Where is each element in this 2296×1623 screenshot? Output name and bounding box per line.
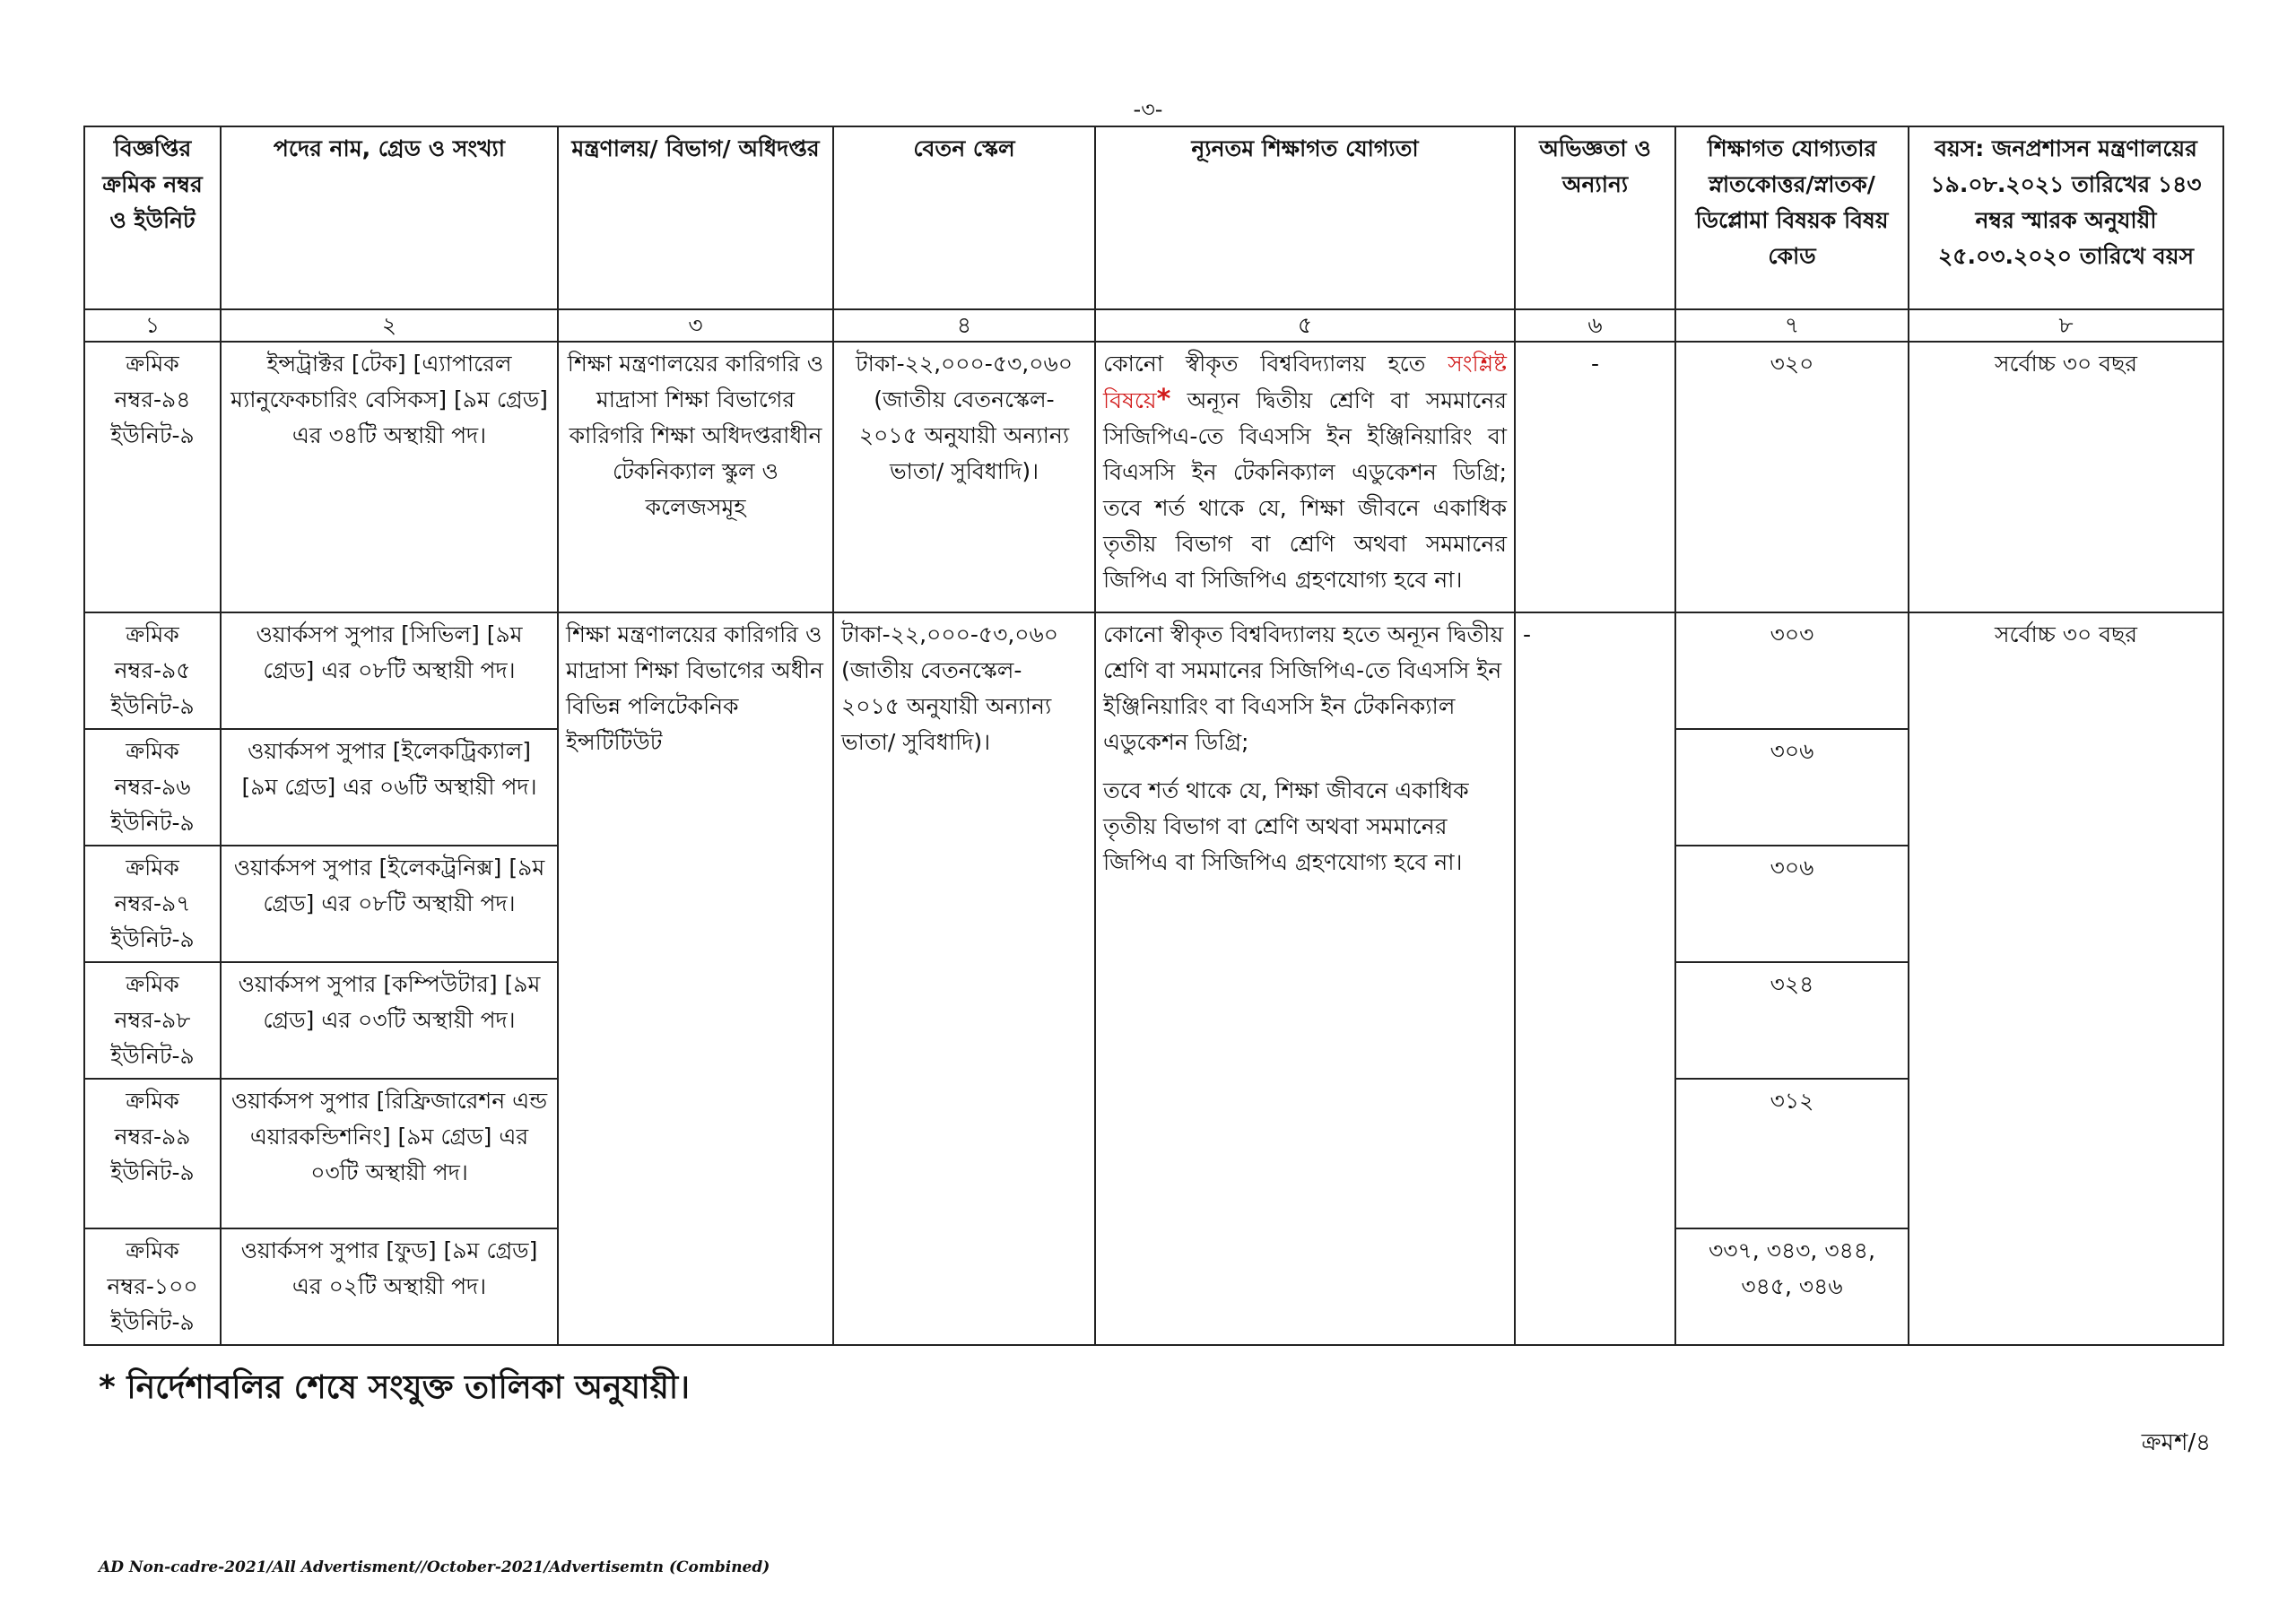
serial-cell: ক্রমিক নম্বর-৯৯ ইউনিট-৯ [84, 1079, 221, 1228]
table-row [84, 612, 2223, 729]
ministry-cell: শিক্ষা মন্ত্রণালয়ের কারিগরি ও মাদ্রাসা শিক্ষা বিভাগের অধীন বিভিন্ন পলিটেকনিক ইন্সটিটিউট [558, 612, 833, 1345]
qualification-cell [1095, 612, 1515, 1345]
header-serial: বিজ্ঞপ্তির ক্রমিক নম্বর ও ইউনিট [84, 126, 221, 309]
subject-code-cell: ৩০৬ [1675, 846, 1909, 962]
column-number: ১ [84, 309, 221, 342]
column-number-row [84, 309, 2223, 342]
qualification-text: কোনো স্বীকৃত বিশ্ববিদ্যালয় হতে অন্যূন দ্বিতীয় শ্রেণি বা সমমানের সিজিপিএ-তে বিএসসি ইন ইঞ্জিনিয়ারিং বা বিএসসি ইন টেকনিক্যাল এডুকেশন ডিগ্রি; [1103, 621, 1504, 755]
subject-code-cell: ৩০৬ [1675, 729, 1909, 846]
subject-code-cell: ৩২৪ [1675, 962, 1909, 1079]
qualification-text: তবে শর্ত থাকে যে, শিক্ষা জীবনে একাধিক তৃতীয় বিভাগ বা শ্রেণি অথবা সমমানের জিপিএ বা সিজিপিএ গ্রহণযোগ্য হবে না। [1103, 777, 1469, 875]
serial-cell: ক্রমিক নম্বর-৯৮ ইউনিট-৯ [84, 962, 221, 1079]
header-experience: অভিজ্ঞতা ও অন্যান্য [1515, 126, 1675, 309]
relevant-subject-highlight: সংশ্লিষ্ট বিষয়ে [1103, 351, 1508, 413]
subject-code-cell: ৩০৩ [1675, 612, 1909, 729]
age-cell: সর্বোচ্চ ৩০ বছর [1909, 342, 2223, 612]
column-number: ৫ [1095, 309, 1515, 342]
ministry-cell: শিক্ষা মন্ত্রণালয়ের কারিগরি ও মাদ্রাসা শিক্ষা বিভাগের কারিগরি শিক্ষা অধিদপ্তরাধীন টেকনিক্যাল স্কুল ও কলেজসমূহ [558, 342, 833, 612]
column-number: ৭ [1675, 309, 1909, 342]
table-row [84, 342, 2223, 612]
post-cell: ইন্সট্রাক্টর [টেক] [এ্যাপারেল ম্যানুফেকচারিং বেসিকস] [৯ম গ্রেড] এর ৩৪টি অস্থায়ী পদ। [221, 342, 558, 612]
qualification-cell [1095, 342, 1515, 612]
column-number: ২ [221, 309, 558, 342]
header-ministry: মন্ত্রণালয়/ বিভাগ/ অধিদপ্তর [558, 126, 833, 309]
footnote: * নির্দেশাবলির শেষে সংযুক্ত তালিকা অনুযায়ী। [99, 1369, 690, 1406]
experience-cell: - [1515, 612, 1675, 1345]
header-age: বয়স: জনপ্রশাসন মন্ত্রণালয়ের ১৯.০৮.২০২১ তারিখের ১৪৩ নম্বর স্মারক অনুযায়ী ২৫.০৩.২০২০ তারিখে বয়স [1909, 126, 2223, 309]
post-cell: ওয়ার্কসপ সুপার [ইলেকট্রিক্যাল] [৯ম গ্রেড] এর ০৬টি অস্থায়ী পদ। [221, 729, 558, 846]
experience-cell: - [1515, 342, 1675, 612]
qualification-text: কোনো স্বীকৃত বিশ্ববিদ্যালয় হতে [1103, 351, 1426, 377]
column-number: ৪ [833, 309, 1095, 342]
pay-scale-cell: টাকা-২২,০০০-৫৩,০৬০ (জাতীয় বেতনস্কেল- ২০১৫ অনুযায়ী অন্যান্য ভাতা/ সুবিধাদি)। [833, 612, 1095, 1345]
footer-file-path: AD Non-cadre-2021/All Advertisment//October-2021/Advertisemtn (Combined) [99, 1558, 770, 1576]
post-cell: ওয়ার্কসপ সুপার [কম্পিউটার] [৯ম গ্রেড] এর ০৩টি অস্থায়ী পদ। [221, 962, 558, 1079]
header-qualification: ন্যূনতম শিক্ষাগত যোগ্যতা [1095, 126, 1515, 309]
recruitment-table [83, 126, 2224, 1346]
serial-cell: ক্রমিক নম্বর-৯৫ ইউনিট-৯ [84, 612, 221, 729]
header-post: পদের নাম, গ্রেড ও সংখ্যা [221, 126, 558, 309]
age-cell: সর্বোচ্চ ৩০ বছর [1909, 612, 2223, 1345]
column-number: ৩ [558, 309, 833, 342]
subject-code-cell: ৩২০ [1675, 342, 1909, 612]
asterisk-marker: * [1156, 384, 1171, 415]
serial-cell: ক্রমিক নম্বর-৯৭ ইউনিট-৯ [84, 846, 221, 962]
qualification-text: অন্যূন দ্বিতীয় শ্রেণি বা সমমানের সিজিপিএ-তে বিএসসি ইন ইঞ্জিনিয়ারিং বা বিএসসি ইন টেকনিক্যাল এডুকেশন ডিগ্রি; তবে শর্ত থাকে যে, শিক্ষা জীবনে একাধিক তৃতীয় বিভাগ বা শ্রেণি অথবা সমমানের জিপিএ বা সিজিপিএ গ্রহণযোগ্য হবে না। [1103, 387, 1507, 593]
post-cell: ওয়ার্কসপ সুপার [ইলেকট্রনিক্স] [৯ম গ্রেড] এর ০৮টি অস্থায়ী পদ। [221, 846, 558, 962]
page-number: -৩- [1133, 97, 1163, 122]
serial-cell: ক্রমিক নম্বর-৯৪ ইউনিট-৯ [84, 342, 221, 612]
pay-scale-cell: টাকা-২২,০০০-৫৩,০৬০ (জাতীয় বেতনস্কেল- ২০১৫ অনুযায়ী অন্যান্য ভাতা/ সুবিধাদি)। [833, 342, 1095, 612]
post-cell: ওয়ার্কসপ সুপার [রিফ্রিজারেশন এন্ড এয়ারকন্ডিশনিং] [৯ম গ্রেড] এর ০৩টি অস্থায়ী পদ। [221, 1079, 558, 1228]
column-number: ৮ [1909, 309, 2223, 342]
subject-code-cell: ৩৩৭, ৩৪৩, ৩৪৪, ৩৪৫, ৩৪৬ [1675, 1228, 1909, 1345]
header-pay-scale: বেতন স্কেল [833, 126, 1095, 309]
header-row [84, 126, 2223, 309]
header-subject-code: শিক্ষাগত যোগ্যতার স্নাতকোত্তর/স্নাতক/ ডিপ্লোমা বিষয়ক বিষয় কোড [1675, 126, 1909, 309]
continued-marker: ক্রমশ/৪ [2141, 1429, 2211, 1456]
column-number: ৬ [1515, 309, 1675, 342]
post-cell: ওয়ার্কসপ সুপার [ফুড] [৯ম গ্রেড] এর ০২টি অস্থায়ী পদ। [221, 1228, 558, 1345]
serial-cell: ক্রমিক নম্বর-৯৬ ইউনিট-৯ [84, 729, 221, 846]
serial-cell: ক্রমিক নম্বর-১০০ ইউনিট-৯ [84, 1228, 221, 1345]
subject-code-cell: ৩১২ [1675, 1079, 1909, 1228]
post-cell: ওয়ার্কসপ সুপার [সিভিল] [৯ম গ্রেড] এর ০৮টি অস্থায়ী পদ। [221, 612, 558, 729]
